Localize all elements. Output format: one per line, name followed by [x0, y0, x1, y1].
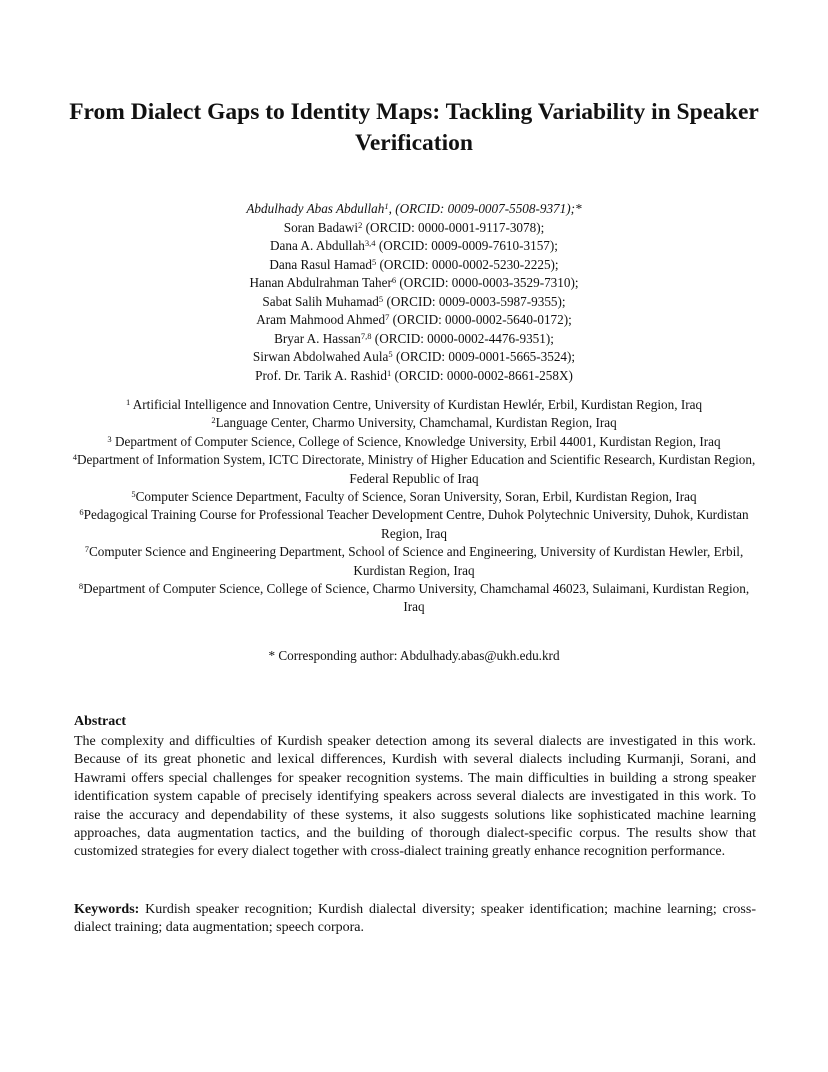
affiliation-text: Department of Information System, ICTC Directorate, Ministry of Higher Education and Scientific Research, Kurdistan Region, Federal Republic of Iraq [77, 452, 756, 486]
author-name: Sirwan Abdolwahed Aula [252, 349, 389, 364]
author-line [100, 293, 728, 312]
author-orcid: (ORCID: 0000-0002-8661-258X) [391, 367, 573, 383]
author-orcid: (ORCID: 0000-0001-9117-3078); [362, 219, 545, 235]
affiliation-list [72, 396, 756, 617]
author-affiliation-mark: 7,8 [360, 330, 372, 341]
affiliation-mark: 8 [78, 581, 84, 592]
affiliation-text: Department of Computer Science, College of Science, Knowledge University, Erbil 44001, Kurdistan Region, Iraq [111, 433, 721, 449]
author-orcid: , (ORCID: 0009-0007-5508-9371);* [388, 201, 582, 216]
affiliation [72, 451, 756, 488]
author-affiliation-mark: 5 [378, 293, 384, 304]
affiliation-mark: 4 [72, 452, 77, 463]
author-orcid: (ORCID: 0000-0002-4476-9351); [371, 330, 554, 346]
affiliation-mark: 1 [125, 397, 131, 407]
author-affiliation-mark: 5 [388, 349, 393, 359]
author-line [100, 237, 728, 256]
author-name: Prof. Dr. Tarik A. Rashid [255, 367, 387, 383]
affiliation-mark: 3 [107, 433, 112, 444]
author-name: Dana A. Abdullah [270, 238, 365, 253]
affiliation-text: Language Center, Charmo University, Chamchamal, Kurdistan Region, Iraq [215, 415, 617, 431]
affiliation-text: Computer Science and Engineering Department, School of Science and Engineering, University of Kurdistan Hewler, Erbil, Kurdistan Region, Iraq [88, 544, 744, 578]
affiliation-mark: 5 [131, 489, 136, 500]
affiliation [72, 580, 756, 617]
affiliation [72, 433, 756, 451]
affiliation [72, 396, 756, 414]
author-affiliation-mark: 1 [386, 367, 392, 378]
author-name: Sabat Salih Muhamad [262, 293, 379, 309]
author-name: Soran Badawi [283, 219, 359, 235]
author-line [100, 367, 728, 386]
author-orcid: (ORCID: 0009-0003-5987-9355); [383, 293, 566, 309]
affiliation [72, 488, 756, 506]
author-line [100, 348, 728, 367]
affiliation-text: Computer Science Department, Faculty of Science, Soran University, Soran, Erbil, Kurdistan Region, Iraq [135, 489, 697, 505]
corresponding-author: * Corresponding author: Abdulhady.abas@ukh.edu.krd [268, 648, 560, 663]
affiliation-text: Pedagogical Training Course for Professional Teacher Development Centre, Duhok Polytechnic University, Duhok, Kurdistan Region, Iraq [83, 507, 749, 541]
affiliation-text: Artificial Intelligence and Innovation Centre, University of Kurdistan Hewlér, Erbil, Kurdistan Region, Iraq [130, 397, 703, 412]
keywords [74, 901, 756, 938]
author-line [100, 200, 728, 219]
author-affiliation-mark: 1 [384, 201, 389, 211]
author-orcid: (ORCID: 0009-0009-7610-3157); [375, 238, 558, 253]
author-line [100, 330, 728, 349]
author-name: Abdulhady Abas Abdullah [246, 201, 385, 216]
abstract-heading: Abstract [74, 714, 127, 729]
paper-title: From Dialect Gaps to Identity Maps: Tackling Variability in Speaker Verification [69, 99, 759, 156]
affiliation [72, 414, 756, 432]
author-orcid: (ORCID: 0000-0002-5640-0172); [389, 312, 572, 327]
author-line [100, 256, 728, 275]
author-affiliation-mark: 5 [371, 256, 377, 267]
affiliation-mark: 6 [79, 507, 84, 518]
affiliation-mark: 7 [84, 544, 89, 555]
author-line [100, 274, 728, 293]
author-orcid: (ORCID: 0009-0001-5665-3524); [392, 349, 576, 364]
author-name: Dana Rasul Hamad [269, 256, 372, 272]
author-affiliation-mark: 7 [385, 312, 390, 322]
abstract-body: The complexity and difficulties of Kurdish speaker detection among its several dialects are investigated in this work. Because of its great phonetic and lexical differences, Kurdish with several dialects including Kurmanji, Sorani, and Hawrami offers special challenges for speaker recognition systems. The main difficulties in building a strong speaker identification system capable of precisely identifying speakers across several dialects are investigated in this work. To raise the accuracy and dependability of these systems, it also suggests solutions like sophisticated machine learning approaches, data augmentation tactics, and the building of thorough dialect-specific corpus. The results show that customized strategies for every dialect together with cross-dialect training greatly enhance recognition performance. [74, 734, 756, 860]
affiliation-mark: 2 [211, 415, 216, 426]
author-name: Bryar A. Hassan [274, 330, 361, 346]
keywords-label: Keywords: [74, 902, 140, 917]
keywords-text: Kurdish speaker recognition; Kurdish dialectal diversity; speaker identification; machine learning; cross-dialect training; data augmentation; speech corpora. [74, 902, 756, 936]
author-name: Hanan Abdulrahman Taher [249, 275, 392, 290]
affiliation-text: Department of Computer Science, College of Science, Charmo University, Chamchamal 46023, Sulaimani, Kurdistan Region, Iraq [83, 581, 750, 615]
author-affiliation-mark: 2 [358, 219, 363, 230]
affiliation [72, 543, 756, 580]
author-name: Aram Mahmood Ahmed [256, 312, 386, 327]
author-orcid: (ORCID: 0000-0002-5230-2225); [376, 256, 559, 272]
author-list [100, 200, 728, 385]
author-affiliation-mark: 6 [391, 275, 397, 285]
affiliation [72, 506, 756, 543]
author-affiliation-mark: 3,4 [364, 238, 376, 248]
author-line [100, 219, 728, 238]
author-orcid: (ORCID: 0000-0003-3529-7310); [396, 275, 579, 290]
author-line [100, 311, 728, 330]
